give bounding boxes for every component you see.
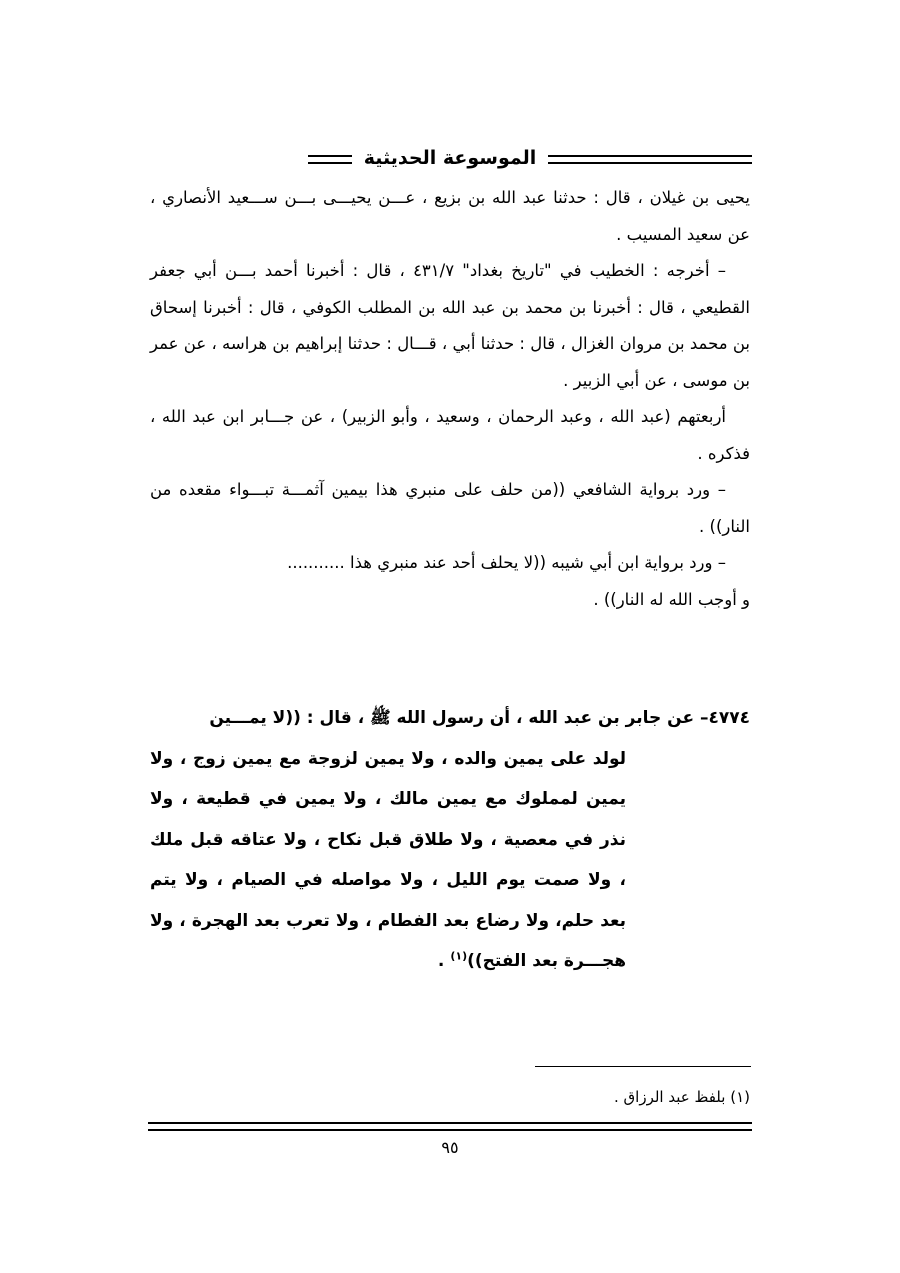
footnote-marker[interactable]: (١) bbox=[450, 949, 468, 963]
hadith-first-line bbox=[150, 698, 750, 739]
footer-rule bbox=[148, 1122, 752, 1131]
hadith-block bbox=[150, 698, 750, 982]
running-header bbox=[148, 143, 752, 173]
hadith-continuation bbox=[150, 739, 750, 982]
paragraph: أربعتهم (عبد الله ، وعبد الرحمان ، وسعيد ، وأبو الزبير) ، عن جـــابر ابن عبد الله ، فذكره . bbox=[150, 407, 750, 463]
page-number: ٩٥ bbox=[441, 1138, 459, 1157]
hadith-line1: عن جابر بن عبد الله ، أن رسول الله ﷺ ، قال : ((لا يمـــين bbox=[209, 708, 695, 728]
footnote-separator bbox=[535, 1066, 751, 1067]
hadith-number: ٤٧٧٤– bbox=[699, 708, 750, 728]
footnote: (١) بلفظ عبد الرزاق . bbox=[614, 1088, 750, 1106]
paragraph: – ورد برواية الشافعي ((من حلف على منبري هذا بيمين آثمـــة تبـــواء مقعده من النار)) . bbox=[150, 480, 750, 536]
body-text bbox=[150, 180, 750, 618]
paragraph: يحيى بن غيلان ، قال : حدثنا عبد الله بن بزيع ، عـــن يحيـــى بـــن ســـعيد الأنصاري ، عن سعيد المسيب . bbox=[150, 188, 750, 244]
paragraph: و أوجب الله له النار)) . bbox=[593, 589, 750, 609]
hadith-end: . bbox=[437, 951, 451, 971]
header-title bbox=[148, 143, 752, 173]
hadith-text: لولد على يمين والده ، ولا يمين لزوجة مع يمين زوج ، ولا يمين لمملوك مع يمين مالك ، ولا يمين في قطيعة ، ولا نذر في معصية ، ولا طلاق قبل نكاح ، ولا عتاقه قبل ملك ، ولا صمت يوم الليل ، ولا مواصله في الصيام ، ولا يتم بعد حلم، ولا رضاع بعد الفطام ، ولا تعرب بعد الهجرة ، ولا هجـــرة بعد الفتح)) bbox=[150, 748, 626, 971]
paragraph: – ورد برواية ابن أبي شيبه ((لا يحلف أحد عند منبري هذا ........... bbox=[287, 553, 726, 572]
header-title-text: الموسوعة الحديثية bbox=[352, 147, 549, 169]
paragraph: – أخرجه : الخطيب في "تاريخ بغداد" ٤٣١/٧ ، قال : أخبرنا أحمد بـــن أبي جعفر القطيعي ، قال : أخبرنا بن محمد بن عبد الله بن المطلب الكوفي ، قال : أخبرنا إسحاق بن محمد بن مروان الغزال ، قال : حدثنا أبي ، قـــال : حدثنا إبراهيم بن هراسه ، عن عمر بن موسى ، عن أبي الزبير . bbox=[150, 261, 750, 390]
